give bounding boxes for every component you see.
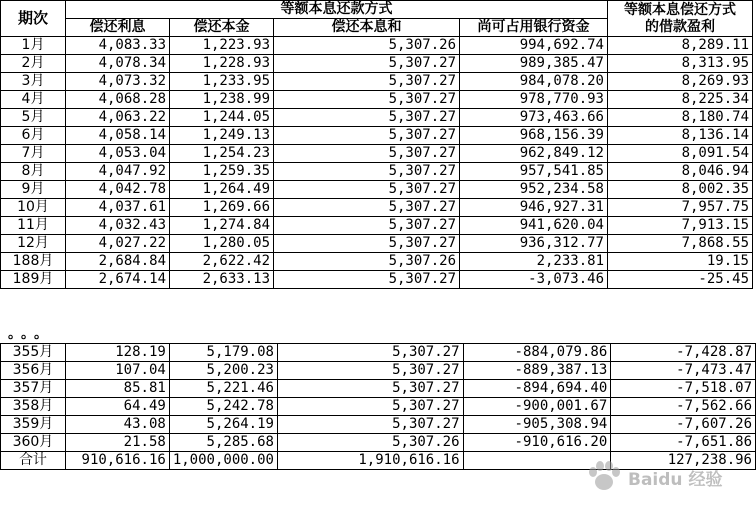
period-cell: 356月 (1, 362, 66, 380)
value-cell: 941,620.04 (460, 217, 608, 235)
header-profit-line2: 的借款盈利 (645, 18, 715, 35)
value-cell: 4,027.22 (66, 235, 170, 253)
value-cell: 8,289.11 (608, 37, 753, 55)
table-row (1, 380, 756, 398)
value-cell: 7,957.75 (608, 199, 753, 217)
value-cell: 8,313.95 (608, 55, 753, 73)
period-cell: 1月 (1, 37, 66, 55)
value-cell: 4,078.34 (66, 55, 170, 73)
header-available: 尚可占用银行资金 (460, 19, 608, 37)
header-total: 偿还本息和 (274, 19, 460, 37)
watermark (584, 459, 734, 493)
value-cell: 2,622.42 (170, 253, 274, 271)
table-row (1, 217, 753, 235)
value-cell: 5,200.23 (169, 362, 277, 380)
value-cell: 107.04 (65, 362, 169, 380)
value-cell: -7,428.87 (611, 344, 756, 362)
period-cell: 12月 (1, 235, 66, 253)
value-cell: 8,225.34 (608, 91, 753, 109)
value-cell: 2,674.14 (66, 271, 170, 289)
value-cell: 5,307.27 (274, 199, 460, 217)
value-cell: 4,063.22 (66, 109, 170, 127)
value-cell: 4,032.43 (66, 217, 170, 235)
period-cell: 10月 (1, 199, 66, 217)
value-cell: 5,242.78 (169, 398, 277, 416)
header-interest: 偿还利息 (66, 19, 170, 37)
value-cell: -3,073.46 (460, 271, 608, 289)
value-cell: 8,136.14 (608, 127, 753, 145)
value-cell: -910,616.20 (463, 434, 611, 452)
value-cell: 8,091.54 (608, 145, 753, 163)
value-cell: 1,280.05 (170, 235, 274, 253)
total-value-cell: 910,616.16 (65, 452, 169, 470)
value-cell: 5,307.27 (277, 416, 463, 434)
value-cell: 5,221.46 (169, 380, 277, 398)
table-row (1, 235, 753, 253)
header-principal: 偿还本金 (170, 19, 274, 37)
total-value-cell: 1,910,616.16 (277, 452, 463, 470)
value-cell: 936,312.77 (460, 235, 608, 253)
value-cell: -7,473.47 (611, 362, 756, 380)
value-cell: 1,269.66 (170, 199, 274, 217)
value-cell: 4,037.61 (66, 199, 170, 217)
value-cell: 973,463.66 (460, 109, 608, 127)
period-cell: 355月 (1, 344, 66, 362)
value-cell: -7,562.66 (611, 398, 756, 416)
value-cell: 968,156.39 (460, 127, 608, 145)
table-row (1, 434, 756, 452)
table-row (1, 55, 753, 73)
total-label-cell: 合计 (1, 452, 66, 470)
value-cell: 19.15 (608, 253, 753, 271)
paw-logo-icon (584, 459, 624, 493)
table-row (1, 73, 753, 91)
value-cell: 7,913.15 (608, 217, 753, 235)
value-cell: -905,308.94 (463, 416, 611, 434)
value-cell: 984,078.20 (460, 73, 608, 91)
value-cell: 2,633.13 (170, 271, 274, 289)
period-cell: 7月 (1, 145, 66, 163)
value-cell: 1,264.49 (170, 181, 274, 199)
value-cell: 4,073.32 (66, 73, 170, 91)
value-cell: 128.19 (65, 344, 169, 362)
value-cell: 4,068.28 (66, 91, 170, 109)
top-body (1, 37, 753, 289)
period-cell: 6月 (1, 127, 66, 145)
value-cell: 8,180.74 (608, 109, 753, 127)
value-cell: 962,849.12 (460, 145, 608, 163)
value-cell: 8,269.93 (608, 73, 753, 91)
value-cell: -7,607.26 (611, 416, 756, 434)
value-cell: 952,234.58 (460, 181, 608, 199)
value-cell: 5,307.27 (274, 55, 460, 73)
ellipsis-marker: 。。。 (8, 326, 54, 342)
period-cell: 9月 (1, 181, 66, 199)
value-cell: 5,307.27 (274, 235, 460, 253)
period-cell: 2月 (1, 55, 66, 73)
value-cell: 5,307.27 (274, 163, 460, 181)
value-cell: 5,285.68 (169, 434, 277, 452)
value-cell: 978,770.93 (460, 91, 608, 109)
period-cell: 11月 (1, 217, 66, 235)
table-row (1, 37, 753, 55)
period-cell: 359月 (1, 416, 66, 434)
value-cell: 5,307.27 (277, 344, 463, 362)
period-cell: 357月 (1, 380, 66, 398)
table-row (1, 163, 753, 181)
period-cell: 3月 (1, 73, 66, 91)
value-cell: 4,042.78 (66, 181, 170, 199)
value-cell: 5,307.26 (277, 434, 463, 452)
total-value-cell: 1,000,000.00 (169, 452, 277, 470)
value-cell: 5,307.27 (277, 398, 463, 416)
period-cell: 188月 (1, 253, 66, 271)
value-cell: 946,927.31 (460, 199, 608, 217)
value-cell: 1,223.93 (170, 37, 274, 55)
value-cell: 1,244.05 (170, 109, 274, 127)
value-cell: 2,233.81 (460, 253, 608, 271)
repayment-table-bottom (0, 343, 756, 470)
value-cell: 1,233.95 (170, 73, 274, 91)
table-row (1, 253, 753, 271)
value-cell: 5,307.27 (274, 217, 460, 235)
value-cell: 5,307.26 (274, 37, 460, 55)
header-row-1 (1, 1, 753, 19)
table-row (1, 145, 753, 163)
value-cell: 1,238.99 (170, 91, 274, 109)
header-profit-line1: 等额本息偿还方式 (624, 1, 736, 18)
value-cell: 85.81 (65, 380, 169, 398)
value-cell: 5,307.27 (277, 380, 463, 398)
table-row (1, 398, 756, 416)
value-cell: 8,002.35 (608, 181, 753, 199)
value-cell: 5,264.19 (169, 416, 277, 434)
value-cell: -889,387.13 (463, 362, 611, 380)
value-cell: 4,058.14 (66, 127, 170, 145)
header-period: 期次 (1, 1, 66, 37)
value-cell: 5,179.08 (169, 344, 277, 362)
table-row (1, 199, 753, 217)
table-row (1, 344, 756, 362)
table-row (1, 109, 753, 127)
value-cell: 5,307.27 (274, 271, 460, 289)
value-cell: 2,684.84 (66, 253, 170, 271)
value-cell: -7,651.86 (611, 434, 756, 452)
value-cell: 5,307.27 (274, 73, 460, 91)
watermark-text: Baidu 经验 (628, 470, 723, 490)
value-cell: -900,001.67 (463, 398, 611, 416)
value-cell: 7,868.55 (608, 235, 753, 253)
value-cell: 994,692.74 (460, 37, 608, 55)
value-cell: 1,228.93 (170, 55, 274, 73)
value-cell: 5,307.27 (274, 181, 460, 199)
value-cell: 957,541.85 (460, 163, 608, 181)
period-cell: 360月 (1, 434, 66, 452)
table-row (1, 127, 753, 145)
period-cell: 5月 (1, 109, 66, 127)
value-cell: 989,385.47 (460, 55, 608, 73)
period-cell: 189月 (1, 271, 66, 289)
table-row (1, 416, 756, 434)
value-cell: 43.08 (65, 416, 169, 434)
value-cell: 5,307.26 (274, 253, 460, 271)
value-cell: -894,694.40 (463, 380, 611, 398)
table-row (1, 181, 753, 199)
table-row (1, 362, 756, 380)
period-cell: 8月 (1, 163, 66, 181)
header-profit (608, 1, 753, 37)
value-cell: 21.58 (65, 434, 169, 452)
value-cell: 4,083.33 (66, 37, 170, 55)
value-cell: 1,274.84 (170, 217, 274, 235)
total-value-cell: 127,238.96 (611, 452, 756, 470)
period-cell: 358月 (1, 398, 66, 416)
value-cell: 5,307.27 (277, 362, 463, 380)
value-cell: 5,307.27 (274, 91, 460, 109)
period-cell: 4月 (1, 91, 66, 109)
table-row (1, 91, 753, 109)
value-cell: 4,047.92 (66, 163, 170, 181)
value-cell: 64.49 (65, 398, 169, 416)
table-row (1, 271, 753, 289)
header-group: 等额本息还款方式 (66, 1, 608, 19)
value-cell: 4,053.04 (66, 145, 170, 163)
value-cell: 5,307.27 (274, 109, 460, 127)
value-cell: 1,259.35 (170, 163, 274, 181)
bottom-body (1, 344, 756, 470)
value-cell: 1,254.23 (170, 145, 274, 163)
value-cell: 5,307.27 (274, 145, 460, 163)
value-cell: -884,079.86 (463, 344, 611, 362)
value-cell: 8,046.94 (608, 163, 753, 181)
value-cell: -25.45 (608, 271, 753, 289)
value-cell: 5,307.27 (274, 127, 460, 145)
value-cell: 1,249.13 (170, 127, 274, 145)
value-cell: -7,518.07 (611, 380, 756, 398)
